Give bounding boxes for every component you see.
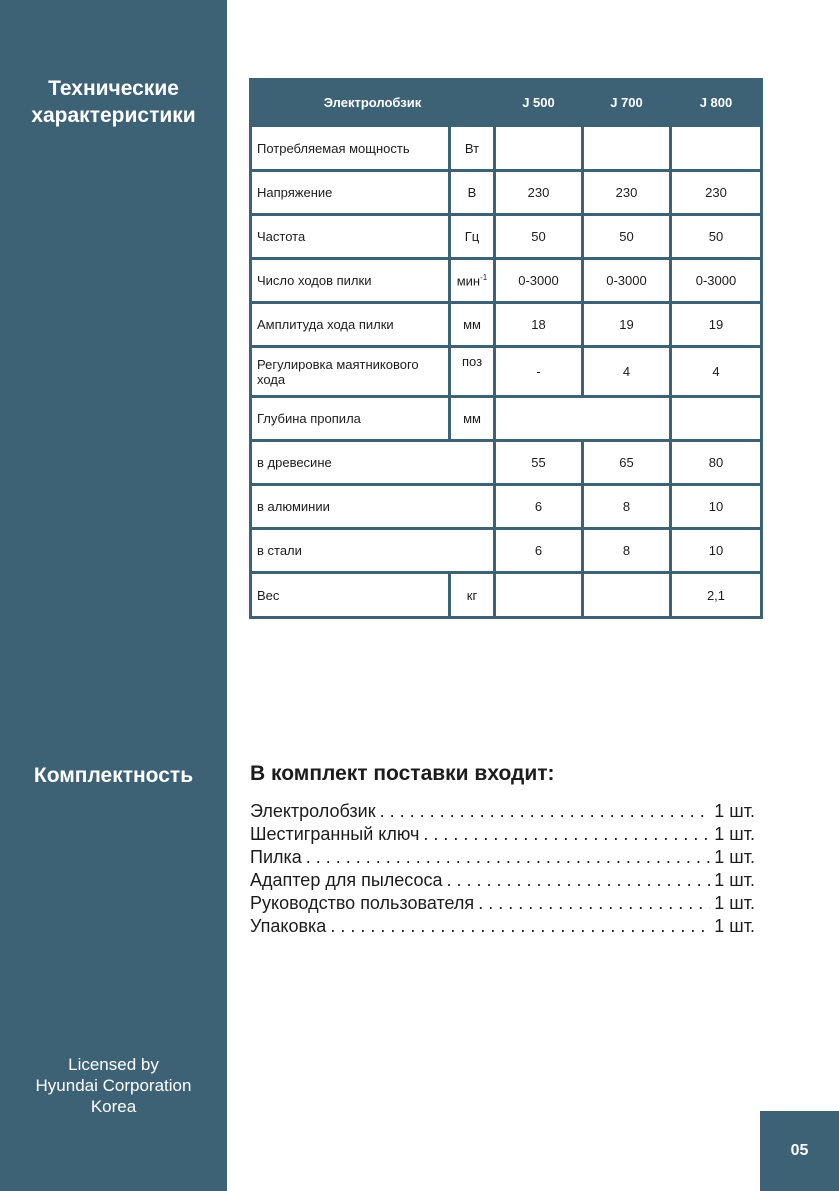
kit-item-qty: 1 шт. — [714, 916, 755, 936]
dot-leader — [423, 823, 710, 846]
license-line: Korea — [90, 1097, 137, 1116]
row-label: в стали — [251, 529, 495, 573]
row-value: 55 — [495, 441, 583, 485]
row-unit: мм — [450, 397, 495, 441]
row-value: 6 — [495, 529, 583, 573]
list-item — [250, 915, 755, 938]
row-unit — [450, 259, 495, 303]
row-value: - — [495, 347, 583, 397]
license-line: Licensed by — [68, 1055, 159, 1074]
row-value: 10 — [671, 529, 762, 573]
kit-item-qty: 1 шт. — [714, 824, 755, 844]
kit-item-qty: 1 шт. — [714, 893, 755, 913]
license-line: Hyundai Corporation — [35, 1076, 192, 1095]
row-value: 6 — [495, 485, 583, 529]
page-number: 05 — [760, 1111, 839, 1191]
row-value: 4 — [583, 347, 671, 397]
row-label: Потребляемая мощность — [251, 126, 450, 171]
row-unit: Гц — [450, 215, 495, 259]
row-value: 50 — [495, 215, 583, 259]
dot-leader — [478, 892, 710, 915]
row-value: 230 — [671, 171, 762, 215]
kit-item-name: Шестигранный ключ — [250, 824, 420, 844]
row-value: 50 — [671, 215, 762, 259]
row-value — [671, 126, 762, 171]
row-value: 2,1 — [671, 573, 762, 618]
dot-leader — [380, 800, 711, 823]
table-row — [251, 485, 762, 529]
row-label: Напряжение — [251, 171, 450, 215]
list-item — [250, 869, 755, 892]
kit-item-name: Адаптер для пылесоса — [250, 870, 443, 890]
kit-item-name: Пилка — [250, 847, 302, 867]
row-value — [495, 573, 583, 618]
row-value — [583, 126, 671, 171]
row-label: Глубина пропила — [251, 397, 450, 441]
row-unit-text: мин — [456, 273, 481, 289]
license-note — [0, 1054, 227, 1117]
row-value: 0-3000 — [583, 259, 671, 303]
table-header-model: J 800 — [671, 80, 762, 126]
row-label: в древесине — [251, 441, 495, 485]
row-value: 0-3000 — [671, 259, 762, 303]
kit-item-qty: 1 шт. — [714, 801, 755, 821]
row-unit: мм — [450, 303, 495, 347]
row-value: 0-3000 — [495, 259, 583, 303]
dot-leader — [330, 915, 710, 938]
row-unit: поз — [450, 347, 495, 397]
table-row — [251, 347, 762, 397]
table-header-model: J 700 — [583, 80, 671, 126]
table-row — [251, 397, 762, 441]
row-unit: кг — [450, 573, 495, 618]
row-value: 50 — [583, 215, 671, 259]
row-value — [495, 126, 583, 171]
row-value: 230 — [495, 171, 583, 215]
kit-heading: В комплект поставки входит: — [250, 762, 555, 785]
table-row — [251, 441, 762, 485]
row-value: 18 — [495, 303, 583, 347]
row-value — [671, 397, 762, 441]
row-value: 8 — [583, 485, 671, 529]
row-label: Частота — [251, 215, 450, 259]
row-value: 10 — [671, 485, 762, 529]
row-unit-superscript: -1 — [480, 272, 488, 282]
table-row — [251, 573, 762, 618]
row-value: 230 — [583, 171, 671, 215]
row-label: Число ходов пилки — [251, 259, 450, 303]
row-label: в алюминии — [251, 485, 495, 529]
row-value: 8 — [583, 529, 671, 573]
section-title-specs-line2: характеристики — [31, 104, 196, 127]
kit-list — [250, 800, 755, 938]
table-row — [251, 126, 762, 171]
table-header-product: Электролобзик — [251, 80, 495, 126]
table-row — [251, 171, 762, 215]
table-header-model: J 500 — [495, 80, 583, 126]
sidebar — [0, 0, 227, 1191]
list-item — [250, 846, 755, 869]
kit-item-name: Упаковка — [250, 916, 327, 936]
row-label: Регулировка маятникового хода — [251, 347, 450, 397]
table-row — [251, 215, 762, 259]
section-title-kit: Комплектность — [33, 764, 194, 787]
list-item — [250, 800, 755, 823]
kit-item-name: Руководство пользователя — [250, 893, 475, 913]
row-value: 19 — [671, 303, 762, 347]
row-value — [495, 397, 671, 441]
list-item — [250, 823, 755, 846]
table-row — [251, 303, 762, 347]
section-title-specs-line1: Технические — [48, 77, 179, 100]
row-value: 80 — [671, 441, 762, 485]
dot-leader — [447, 869, 711, 892]
row-value — [583, 573, 671, 618]
dot-leader — [306, 846, 711, 869]
row-label: Амплитуда хода пилки — [251, 303, 450, 347]
table-row — [251, 529, 762, 573]
kit-item-qty: 1 шт. — [714, 847, 755, 867]
row-unit: Вт — [450, 126, 495, 171]
table-header-row — [251, 80, 762, 126]
row-label: Вес — [251, 573, 450, 618]
kit-item-name: Электролобзик — [250, 801, 376, 821]
table-row — [251, 259, 762, 303]
row-value: 4 — [671, 347, 762, 397]
specs-table — [249, 78, 763, 619]
kit-item-qty: 1 шт. — [714, 870, 755, 890]
row-value: 65 — [583, 441, 671, 485]
row-unit: В — [450, 171, 495, 215]
row-value: 19 — [583, 303, 671, 347]
list-item — [250, 892, 755, 915]
section-title-specs — [0, 75, 227, 129]
